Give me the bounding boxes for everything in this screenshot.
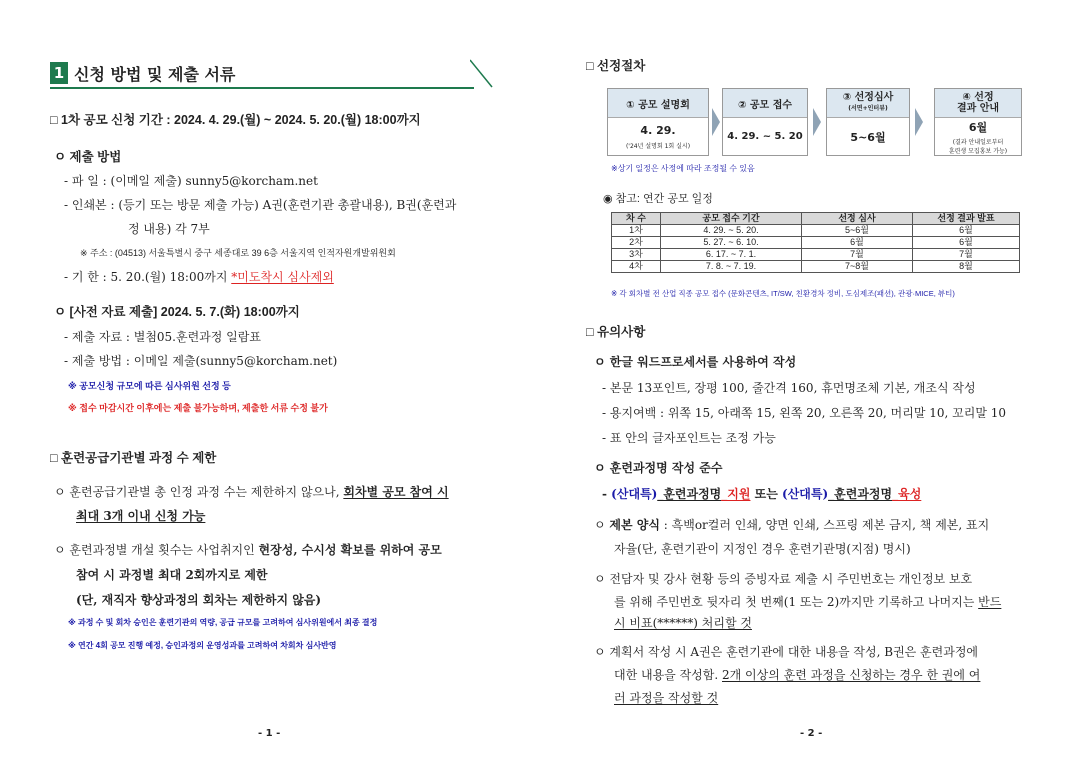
section-number-badge: 1 (50, 62, 68, 84)
table-header: 차 수 (612, 213, 661, 225)
step-4-title: ④ 선정 (962, 92, 994, 103)
table-cell: 6월 (802, 237, 913, 249)
plan-line2 (614, 666, 980, 683)
procedure-step-1 (607, 88, 709, 156)
course-limit-emphasis: 회차별 공모 참여 시 (343, 485, 449, 499)
table-cell: 7. 8. ~ 7. 19. (661, 261, 802, 273)
table-cell: 4. 29. ~ 5. 20. (661, 225, 802, 237)
annual-schedule-table (611, 212, 1020, 273)
binding-text: : 흑백or컬러 인쇄, 양면 인쇄, 스프링 제본 금지, 책 제본, 표지 (659, 518, 990, 532)
step-arrow-icon (813, 108, 821, 136)
plan-text: 대한 내용을 작성함. (614, 668, 722, 682)
hwp-format-line: - 본문 13포인트, 장평 100, 줄간격 160, 휴먼명조체 기본, 개조식 작성 (602, 381, 976, 395)
procedure-step-2 (722, 88, 808, 156)
course-name-part: _훈련과정명 (828, 487, 893, 501)
course-name-format (602, 485, 921, 502)
course-name-part: _훈련과정명 (657, 487, 722, 501)
step-2-title: ② 공모 접수 (723, 89, 807, 118)
plan-emphasis: 2개 이상의 훈련 과정을 신청하는 경우 한 권에 여 (722, 668, 981, 682)
table-cell: 7~8월 (802, 261, 913, 273)
procedure-step-3 (826, 88, 910, 156)
section-underline (50, 87, 474, 89)
binding-label: 제본 양식 (609, 518, 660, 532)
annual-round-note: ※ 연간 4회 공모 진행 예정, 승인과정의 운영성과를 고려하여 차회차 심사반영 (68, 641, 337, 650)
step-4-subtitle: 결과 안내 (956, 103, 1000, 114)
step-1-title: ① 공모 설명회 (608, 89, 708, 118)
table-cell: 8월 (913, 261, 1020, 273)
table-row (612, 249, 1020, 261)
binding-line2: 자율(단, 훈련기관이 지정인 경우 훈련기관명(지점) 명시) (614, 542, 911, 556)
deadline-warning: *미도착시 심사제외 (231, 270, 334, 284)
step-arrow-icon (712, 108, 720, 136)
course-name-suffix: _지원 (721, 487, 751, 501)
plan-line3: 러 과정을 작성할 것 (614, 691, 719, 705)
plan-line1: ㅇ 계획서 작성 시 A권은 훈련기관에 대한 내용을 작성, B권은 훈련과정에 (594, 645, 979, 659)
deadline-label: - 기 한 : 5. 20.(월) 18:00까지 (64, 270, 232, 284)
step-1-note: ('24년 설명회 1회 실시) (625, 142, 691, 150)
procedure-step-4 (934, 88, 1022, 156)
hwp-heading: ㅇ 한글 워드프로세서를 사용하여 작성 (594, 355, 797, 369)
privacy-emphasis: 반드 (978, 595, 1002, 609)
table-cell: 4차 (612, 261, 661, 273)
table-cell: 7월 (802, 249, 913, 261)
table-header: 공모 접수 기간 (661, 213, 802, 225)
step-3-subtitle: (서면+인터뷰) (848, 105, 888, 112)
table-row (612, 237, 1020, 249)
section-title: 신청 방법 및 제출 서류 (74, 65, 236, 84)
table-cell: 6월 (913, 225, 1020, 237)
table-cell: 2차 (612, 237, 661, 249)
annual-schedule-heading: ◉ 참고: 연간 공모 일정 (603, 193, 713, 205)
privacy-line3: 시 비표(******) 처리할 것 (614, 616, 752, 630)
deadline-strict-note: ※ 접수 마감시간 이후에는 제출 불가능하며, 제출한 서류 수정 불가 (68, 403, 328, 413)
section-diagonal-decoration (470, 58, 494, 90)
course-limit-line1 (54, 483, 449, 500)
step-4-note-cont: 훈련생 모집홍보 가능) (948, 147, 1008, 155)
address-note: ※ 주소 : (04513) 서울특별시 중구 세종대로 39 6층 서울지역 인적자원개발위원회 (80, 248, 396, 258)
session-limit-emphasis: 현장성, 수시성 확보를 위하여 공모 (258, 543, 442, 557)
hwp-margin-line: - 용지여백 : 위쪽 15, 아래쪽 15, 왼쪽 20, 오른쪽 20, 머리말 10, 꼬리말 10 (602, 406, 1007, 420)
session-limit-text: ㅇ 훈련과정별 개설 횟수는 사업취지인 (54, 543, 259, 557)
step-4-note: (결과 안내일로부터 (952, 138, 1004, 146)
binding-bullet: ㅇ (594, 518, 610, 532)
session-limit-exception: (단, 재직자 향상과정의 회차는 제한하지 않음) (76, 593, 322, 607)
course-limit-max: 최대 3개 이내 신청 가능 (76, 509, 206, 523)
course-name-or: 또는 (750, 487, 783, 501)
step-4-date: 6월 (968, 120, 988, 134)
privacy-line2 (614, 593, 1001, 610)
table-cell: 5~6월 (802, 225, 913, 237)
table-cell: 6. 17. ~ 7. 1. (661, 249, 802, 261)
deadline-line (64, 268, 334, 285)
procedure-note: ※상기 일정은 사정에 따라 조정될 수 있음 (611, 164, 755, 173)
table-note: ※ 각 회차별 전 산업 직종 공모 접수 (문화콘텐츠, IT/SW, 친환경차 정비, 도심제조(패션), 관광·MICE, 뷰티) (611, 289, 955, 298)
course-name-tag: (산대특) (611, 487, 658, 501)
pre-submission-heading: ㅇ [사전 자료 제출] 2024. 5. 7.(화) 18:00까지 (54, 305, 300, 319)
approval-note: ※ 과정 수 및 회차 승인은 훈련기관의 역량, 공급 규모를 고려하여 심사위원에서 최종 결정 (68, 618, 378, 627)
binding-line1 (594, 516, 989, 533)
step-2-date: 4. 29. ~ 5. 20 (727, 131, 803, 142)
table-cell: 6월 (913, 237, 1020, 249)
print-submission-line-cont: 정 내용) 각 7부 (128, 222, 210, 236)
session-limit-max: 참여 시 과정별 최대 2회까지로 제한 (76, 568, 268, 582)
privacy-text: 를 위해 주민번호 뒷자리 첫 번째(1 또는 2)까지만 기록하고 나머지는 (614, 595, 979, 609)
submission-method-heading: ㅇ 제출 방법 (54, 150, 122, 164)
caution-heading: □ 유의사항 (586, 325, 646, 339)
table-cell: 5. 27. ~ 6. 10. (661, 237, 802, 249)
table-header: 선정 결과 발표 (913, 213, 1020, 225)
reviewer-selection-note: ※ 공모신청 규모에 따른 심사위원 선정 등 (68, 381, 231, 391)
table-cell: 1차 (612, 225, 661, 237)
table-row (612, 261, 1020, 273)
table-row (612, 225, 1020, 237)
step-3-date: 5~6월 (850, 130, 886, 144)
course-name-heading: ㅇ 훈련과정명 작성 준수 (594, 461, 723, 475)
course-name-suffix: _육성 (892, 487, 922, 501)
privacy-line1: ㅇ 전담자 및 강사 현황 등의 증빙자료 제출 시 주민번호는 개인정보 보호 (594, 572, 973, 586)
course-name-dash: - (602, 487, 612, 501)
step-1-date: 4. 29. (640, 123, 676, 137)
print-submission-line: - 인쇄본 : (등기 또는 방문 제출 가능) A권(훈련기관 총괄내용), B권(훈련과 (64, 198, 457, 212)
session-limit-line1 (54, 541, 442, 558)
step-arrow-icon (915, 108, 923, 136)
page-number-1: - 1 - (258, 728, 281, 739)
step-3-title: ③ 선정심사 (842, 92, 894, 103)
table-header-row (612, 213, 1020, 225)
table-cell: 3차 (612, 249, 661, 261)
file-submission-line: - 파 일 : (이메일 제출) sunny5@korcham.net (64, 174, 318, 188)
table-header: 선정 심사 (802, 213, 913, 225)
page-number-2: - 2 - (800, 728, 823, 739)
course-name-tag: (산대특) (782, 487, 829, 501)
pre-submission-material: - 제출 자료 : 별첨05.훈련과정 일람표 (64, 330, 261, 344)
course-limit-heading: □ 훈련공급기관별 과정 수 제한 (50, 451, 217, 465)
hwp-table-font-line: - 표 안의 글자포인트는 조정 가능 (602, 431, 776, 445)
course-limit-text: ㅇ 훈련공급기관별 총 인정 과정 수는 제한하지 않으나, (54, 485, 344, 499)
application-period-heading: □ 1차 공모 신청 기간 : 2024. 4. 29.(월) ~ 2024. 5. 20.(월) 18:00까지 (50, 113, 421, 127)
pre-submission-method: - 제출 방법 : 이메일 제출(sunny5@korcham.net) (64, 354, 338, 368)
procedure-heading: □ 선정절차 (586, 59, 646, 73)
table-cell: 7월 (913, 249, 1020, 261)
